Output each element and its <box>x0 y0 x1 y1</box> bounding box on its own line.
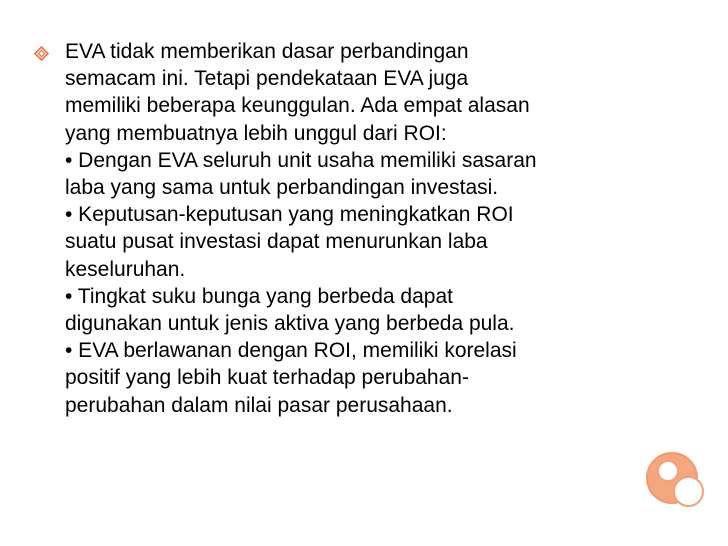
text-line: • Tingkat suku bunga yang berbeda dapat <box>65 284 453 308</box>
text-line: perubahan dalam nilai pasar perusahaan. <box>65 393 453 417</box>
decorative-circle-small <box>657 460 679 482</box>
text-line: semacam ini. Tetapi pendekataan EVA juga <box>65 67 469 91</box>
text-line: positif yang lebih kuat terhadap perubahan- <box>65 366 469 390</box>
text-line: EVA tidak memberikan dasar perbandingan <box>65 40 469 63</box>
text-line: • Keputusan-keputusan yang meningkatkan ROI <box>65 203 514 227</box>
text-line: • Dengan EVA seluruh unit usaha memiliki sasaran <box>65 148 537 172</box>
text-line: suatu pusat investasi dapat menurunkan laba <box>65 230 488 254</box>
text-line: keseluruhan. <box>65 257 186 281</box>
text-line: • EVA berlawanan dengan ROI, memiliki korelasi <box>65 339 517 363</box>
hollow-diamond-bullet-icon <box>34 46 49 61</box>
decorative-circle-medium <box>673 476 704 507</box>
text-line: laba yang sama untuk perbandingan investasi. <box>65 176 499 200</box>
text-line: digunakan untuk jenis aktiva yang berbeda pula. <box>65 312 515 336</box>
text-line: yang membuatnya lebih unggul dari ROI: <box>65 121 447 145</box>
text-line: memiliki beberapa keunggulan. Ada empat alasan <box>65 94 530 118</box>
slide-body-text <box>65 38 665 419</box>
